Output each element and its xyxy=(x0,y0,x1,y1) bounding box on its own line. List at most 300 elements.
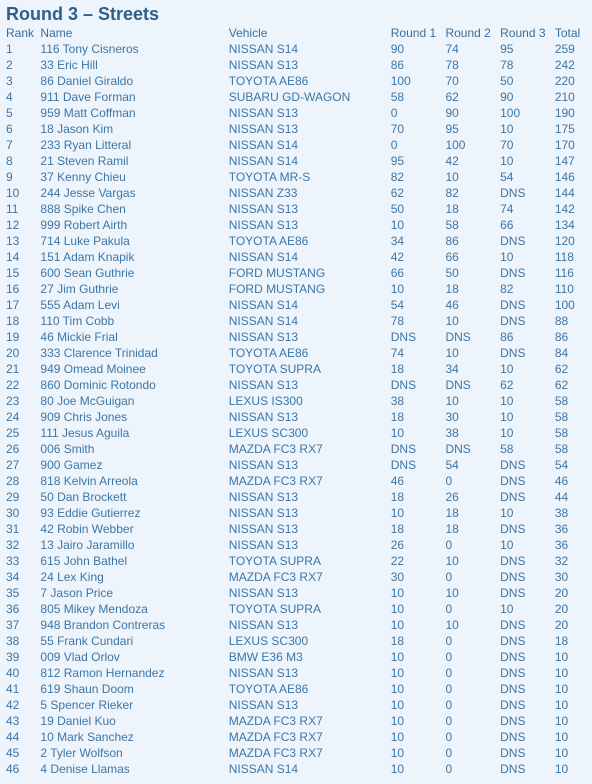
cell-vehicle: LEXUS SC300 xyxy=(228,634,309,648)
table-row xyxy=(3,489,592,505)
cell-round-3: 82 xyxy=(500,282,514,296)
cell-total: 144 xyxy=(554,186,575,200)
cell-round-1: 50 xyxy=(390,202,405,216)
cell-total: 242 xyxy=(554,58,575,72)
cell-rank: 26 xyxy=(6,442,20,456)
cell-rank: 21 xyxy=(6,362,20,376)
cell-name: 244 Jesse Vargas xyxy=(40,186,136,200)
cell-round-3: 50 xyxy=(500,74,514,88)
cell-round-1: 78 xyxy=(390,314,405,328)
cell-round-3: DNS xyxy=(500,554,526,568)
cell-round-2: 0 xyxy=(445,602,453,616)
cell-rank: 20 xyxy=(6,346,20,360)
table-row xyxy=(3,601,592,617)
cell-round-3: 10 xyxy=(500,538,514,552)
cell-round-1: 42 xyxy=(390,250,405,264)
cell-name: 818 Kelvin Arreola xyxy=(40,474,138,488)
cell-rank: 40 xyxy=(6,666,20,680)
cell-name: 999 Robert Airth xyxy=(40,218,128,232)
table-row xyxy=(3,313,592,329)
cell-name: 10 Mark Sanchez xyxy=(40,730,134,744)
cell-round-3: 10 xyxy=(500,154,514,168)
cell-round-3: DNS xyxy=(500,522,526,536)
cell-round-2: 0 xyxy=(445,650,453,664)
cell-name: 555 Adam Levi xyxy=(40,298,120,312)
table-row xyxy=(3,441,592,457)
cell-round-3: 95 xyxy=(500,42,514,56)
cell-round-1: 10 xyxy=(390,586,405,600)
cell-name: 50 Dan Brockett xyxy=(40,490,127,504)
table-row xyxy=(3,345,592,361)
table-row xyxy=(3,697,592,713)
cell-round-3: DNS xyxy=(500,634,526,648)
cell-round-1: 38 xyxy=(390,394,405,408)
cell-total: 10 xyxy=(554,682,569,696)
cell-rank: 43 xyxy=(6,714,20,728)
cell-round-1: DNS xyxy=(390,458,417,472)
cell-name: 46 Mickie Frial xyxy=(40,330,118,344)
cell-rank: 32 xyxy=(6,538,20,552)
cell-round-3: DNS xyxy=(500,490,526,504)
table-row xyxy=(3,169,592,185)
cell-vehicle: NISSAN S14 xyxy=(228,42,299,56)
cell-total: 36 xyxy=(554,522,569,536)
cell-name: 21 Steven Ramil xyxy=(40,154,129,168)
cell-vehicle: NISSAN S13 xyxy=(228,202,299,216)
table-row xyxy=(3,425,592,441)
cell-name: 812 Ramon Hernandez xyxy=(40,666,165,680)
cell-rank: 19 xyxy=(6,330,20,344)
cell-vehicle: NISSAN S13 xyxy=(228,522,299,536)
cell-vehicle: NISSAN S13 xyxy=(228,586,299,600)
cell-rank: 39 xyxy=(6,650,20,664)
cell-name: 860 Dominic Rotondo xyxy=(40,378,156,392)
cell-name: 80 Joe McGuigan xyxy=(40,394,135,408)
cell-rank: 46 xyxy=(6,762,20,776)
cell-total: 20 xyxy=(554,586,569,600)
table-row xyxy=(3,377,592,393)
cell-total: 18 xyxy=(554,634,569,648)
cell-round-2: 0 xyxy=(445,730,453,744)
cell-round-2: 0 xyxy=(445,474,453,488)
cell-name: 55 Frank Cundari xyxy=(40,634,134,648)
cell-rank: 22 xyxy=(6,378,20,392)
cell-total: 110 xyxy=(554,282,574,296)
cell-round-2: 34 xyxy=(445,362,459,376)
cell-name: 116 Tony Cisneros xyxy=(40,42,139,56)
cell-total: 134 xyxy=(554,218,575,232)
cell-round-3: DNS xyxy=(500,730,526,744)
cell-round-3: DNS xyxy=(500,746,526,760)
table-row xyxy=(3,393,592,409)
cell-total: 10 xyxy=(554,730,569,744)
cell-round-3: DNS xyxy=(500,186,526,200)
cell-vehicle: MAZDA FC3 RX7 xyxy=(228,746,323,760)
col-header-rank: Rank xyxy=(6,26,35,40)
cell-round-1: DNS xyxy=(390,442,417,456)
cell-round-2: 0 xyxy=(445,570,453,584)
cell-round-1: 74 xyxy=(390,346,405,360)
cell-round-3: 10 xyxy=(500,426,514,440)
cell-rank: 1 xyxy=(6,42,13,56)
cell-rank: 31 xyxy=(6,522,20,536)
cell-round-2: DNS xyxy=(445,378,471,392)
cell-total: 54 xyxy=(554,458,569,472)
cell-name: 19 Daniel Kuo xyxy=(40,714,116,728)
cell-round-3: 86 xyxy=(500,330,514,344)
table-row xyxy=(3,265,592,281)
cell-name: 615 John Bathel xyxy=(40,554,128,568)
cell-round-1: 70 xyxy=(390,122,405,136)
cell-round-2: 10 xyxy=(445,170,459,184)
table-row xyxy=(3,137,592,153)
cell-round-1: 10 xyxy=(390,506,405,520)
cell-vehicle: NISSAN S13 xyxy=(228,58,299,72)
cell-vehicle: TOYOTA SUPRA xyxy=(228,554,321,568)
cell-name: 37 Kenny Chieu xyxy=(40,170,126,184)
cell-vehicle: NISSAN S13 xyxy=(228,410,299,424)
cell-round-3: DNS xyxy=(500,570,526,584)
table-row xyxy=(3,329,592,345)
cell-total: 32 xyxy=(554,554,569,568)
cell-total: 58 xyxy=(554,426,569,440)
cell-vehicle: NISSAN S14 xyxy=(228,762,299,776)
cell-round-3: 74 xyxy=(500,202,514,216)
cell-vehicle: NISSAN S13 xyxy=(228,698,299,712)
cell-name: 959 Matt Coffman xyxy=(40,106,136,120)
cell-name: 27 Jim Guthrie xyxy=(40,282,119,296)
cell-round-1: 34 xyxy=(390,234,405,248)
cell-total: 210 xyxy=(554,90,575,104)
cell-round-1: 18 xyxy=(390,490,405,504)
col-header-vehicle: Vehicle xyxy=(228,26,268,40)
cell-round-2: 0 xyxy=(445,634,453,648)
cell-round-3: DNS xyxy=(500,682,526,696)
cell-vehicle: TOYOTA AE86 xyxy=(228,74,309,88)
cell-name: 33 Eric Hill xyxy=(40,58,98,72)
cell-vehicle: LEXUS IS300 xyxy=(228,394,303,408)
cell-round-1: 10 xyxy=(390,730,405,744)
cell-round-3: DNS xyxy=(500,458,526,472)
cell-rank: 33 xyxy=(6,554,20,568)
table-row xyxy=(3,665,592,681)
table-row xyxy=(3,553,592,569)
cell-round-1: 100 xyxy=(390,74,411,88)
cell-total: 88 xyxy=(554,314,569,328)
cell-round-3: 70 xyxy=(500,138,514,152)
results-body xyxy=(3,41,592,777)
cell-vehicle: NISSAN S14 xyxy=(228,314,299,328)
cell-rank: 13 xyxy=(6,234,20,248)
cell-round-2: 50 xyxy=(445,266,459,280)
cell-vehicle: NISSAN S13 xyxy=(228,490,299,504)
cell-rank: 5 xyxy=(6,106,13,120)
cell-vehicle: NISSAN S14 xyxy=(228,138,299,152)
cell-name: 13 Jairo Jaramillo xyxy=(40,538,135,552)
cell-rank: 28 xyxy=(6,474,20,488)
cell-round-3: 10 xyxy=(500,506,514,520)
cell-round-3: DNS xyxy=(500,762,526,776)
cell-vehicle: SUBARU GD-WAGON xyxy=(228,90,351,104)
cell-round-3: DNS xyxy=(500,474,526,488)
header-row xyxy=(3,25,592,41)
page-title: Round 3 – Streets xyxy=(6,4,160,24)
cell-round-1: 10 xyxy=(390,602,405,616)
cell-total: 146 xyxy=(554,170,575,184)
cell-round-3: 62 xyxy=(500,378,514,392)
cell-vehicle: NISSAN S13 xyxy=(228,618,299,632)
cell-round-2: 0 xyxy=(445,538,453,552)
table-row xyxy=(3,537,592,553)
table-row xyxy=(3,153,592,169)
cell-total: 10 xyxy=(554,762,569,776)
cell-total: 10 xyxy=(554,714,569,728)
cell-rank: 14 xyxy=(6,250,20,264)
cell-name: 909 Chris Jones xyxy=(40,410,128,424)
cell-round-2: 0 xyxy=(445,682,453,696)
col-header-name: Name xyxy=(40,26,73,40)
cell-round-2: 90 xyxy=(445,106,459,120)
cell-rank: 44 xyxy=(6,730,20,744)
cell-total: 10 xyxy=(554,746,569,760)
cell-round-3: 10 xyxy=(500,394,514,408)
table-row xyxy=(3,505,592,521)
cell-rank: 38 xyxy=(6,634,20,648)
cell-name: 2 Tyler Wolfson xyxy=(40,746,123,760)
table-row xyxy=(3,617,592,633)
cell-vehicle: NISSAN S13 xyxy=(228,106,299,120)
cell-vehicle: LEXUS SC300 xyxy=(228,426,309,440)
cell-vehicle: TOYOTA AE86 xyxy=(228,234,309,248)
cell-round-2: 58 xyxy=(445,218,459,232)
cell-round-2: 54 xyxy=(445,458,459,472)
cell-round-2: 10 xyxy=(445,586,459,600)
cell-round-1: 26 xyxy=(390,538,405,552)
table-row xyxy=(3,281,592,297)
cell-round-2: 0 xyxy=(445,666,453,680)
cell-name: 7 Jason Price xyxy=(40,586,114,600)
cell-round-2: 10 xyxy=(445,618,459,632)
cell-round-3: DNS xyxy=(500,586,526,600)
cell-name: 42 Robin Webber xyxy=(40,522,134,536)
cell-total: 175 xyxy=(554,122,575,136)
table-row xyxy=(3,105,592,121)
cell-vehicle: NISSAN S13 xyxy=(228,330,299,344)
cell-rank: 3 xyxy=(6,74,13,88)
cell-total: 20 xyxy=(554,618,569,632)
cell-vehicle: TOYOTA AE86 xyxy=(228,346,309,360)
cell-round-2: 74 xyxy=(445,42,459,56)
cell-round-2: 0 xyxy=(445,714,453,728)
cell-rank: 25 xyxy=(6,426,20,440)
cell-rank: 6 xyxy=(6,122,13,136)
cell-round-2: 0 xyxy=(445,698,453,712)
table-row xyxy=(3,649,592,665)
cell-round-1: 10 xyxy=(390,650,405,664)
cell-name: 93 Eddie Gutierrez xyxy=(40,506,141,520)
table-row xyxy=(3,409,592,425)
cell-name: 888 Spike Chen xyxy=(40,202,126,216)
cell-round-1: 54 xyxy=(390,298,405,312)
table-row xyxy=(3,249,592,265)
cell-total: 142 xyxy=(554,202,575,216)
cell-rank: 8 xyxy=(6,154,13,168)
cell-total: 86 xyxy=(554,330,569,344)
cell-round-1: 82 xyxy=(390,170,405,184)
cell-total: 62 xyxy=(554,378,569,392)
cell-round-1: 10 xyxy=(390,618,405,632)
cell-name: 233 Ryan Litteral xyxy=(40,138,132,152)
cell-round-1: 58 xyxy=(390,90,405,104)
cell-total: 44 xyxy=(554,490,569,504)
cell-total: 120 xyxy=(554,234,575,248)
cell-round-3: DNS xyxy=(500,266,526,280)
cell-round-1: 66 xyxy=(390,266,405,280)
cell-total: 84 xyxy=(554,346,569,360)
cell-round-3: 10 xyxy=(500,362,514,376)
cell-vehicle: MAZDA FC3 RX7 xyxy=(228,442,323,456)
cell-rank: 10 xyxy=(6,186,20,200)
cell-name: 111 Jesus Aguila xyxy=(40,426,130,440)
cell-vehicle: NISSAN S14 xyxy=(228,298,299,312)
cell-name: 714 Luke Pakula xyxy=(40,234,130,248)
cell-rank: 24 xyxy=(6,410,20,424)
cell-round-1: 10 xyxy=(390,762,405,776)
cell-vehicle: BMW E36 M3 xyxy=(228,650,303,664)
cell-vehicle: NISSAN S13 xyxy=(228,666,299,680)
cell-total: 46 xyxy=(554,474,569,488)
cell-total: 58 xyxy=(554,410,569,424)
cell-round-2: 26 xyxy=(445,490,459,504)
cell-round-2: 10 xyxy=(445,314,459,328)
cell-round-3: 54 xyxy=(500,170,514,184)
cell-name: 5 Spencer Rieker xyxy=(40,698,134,712)
cell-round-3: 10 xyxy=(500,602,514,616)
cell-round-3: DNS xyxy=(500,650,526,664)
cell-round-1: 10 xyxy=(390,426,405,440)
cell-round-1: 22 xyxy=(390,554,405,568)
cell-round-2: 10 xyxy=(445,346,459,360)
cell-name: 151 Adam Knapik xyxy=(40,250,135,264)
table-row xyxy=(3,569,592,585)
cell-name: 911 Dave Forman xyxy=(40,90,136,104)
cell-total: 170 xyxy=(554,138,575,152)
cell-round-2: 66 xyxy=(445,250,459,264)
table-row xyxy=(3,57,592,73)
cell-round-3: 58 xyxy=(500,442,514,456)
table-row xyxy=(3,633,592,649)
cell-rank: 18 xyxy=(6,314,20,328)
cell-round-1: 46 xyxy=(390,474,405,488)
cell-rank: 35 xyxy=(6,586,20,600)
cell-name: 619 Shaun Doom xyxy=(40,682,134,696)
cell-round-2: 46 xyxy=(445,298,459,312)
cell-vehicle: MAZDA FC3 RX7 xyxy=(228,714,323,728)
cell-vehicle: MAZDA FC3 RX7 xyxy=(228,474,323,488)
cell-total: 10 xyxy=(554,666,569,680)
cell-rank: 15 xyxy=(6,266,20,280)
cell-round-1: 0 xyxy=(390,138,398,152)
cell-rank: 27 xyxy=(6,458,20,472)
cell-total: 118 xyxy=(554,250,574,264)
col-header-total: Total xyxy=(554,26,581,40)
cell-total: 220 xyxy=(554,74,575,88)
cell-vehicle: FORD MUSTANG xyxy=(228,266,326,280)
table-row xyxy=(3,201,592,217)
cell-round-1: 30 xyxy=(390,570,405,584)
cell-round-1: 95 xyxy=(390,154,405,168)
cell-round-2: 18 xyxy=(445,282,459,296)
cell-rank: 4 xyxy=(6,90,13,104)
cell-round-1: 10 xyxy=(390,714,405,728)
cell-name: 86 Daniel Giraldo xyxy=(40,74,134,88)
table-row xyxy=(3,713,592,729)
cell-vehicle: TOYOTA AE86 xyxy=(228,682,309,696)
table-row xyxy=(3,761,592,777)
cell-total: 38 xyxy=(554,506,569,520)
cell-round-3: DNS xyxy=(500,234,526,248)
cell-round-2: 0 xyxy=(445,762,453,776)
cell-round-2: 95 xyxy=(445,122,459,136)
cell-total: 100 xyxy=(554,298,575,312)
cell-name: 006 Smith xyxy=(40,442,95,456)
cell-round-3: 66 xyxy=(500,218,514,232)
table-row xyxy=(3,729,592,745)
cell-round-1: 10 xyxy=(390,666,405,680)
cell-name: 4 Denise Llamas xyxy=(40,762,130,776)
table-row xyxy=(3,217,592,233)
table-row xyxy=(3,89,592,105)
table-row xyxy=(3,185,592,201)
cell-round-2: DNS xyxy=(445,442,471,456)
cell-rank: 2 xyxy=(6,58,13,72)
cell-round-3: 100 xyxy=(500,106,521,120)
cell-round-3: DNS xyxy=(500,698,526,712)
cell-round-3: 78 xyxy=(500,58,514,72)
cell-round-1: 62 xyxy=(390,186,405,200)
cell-total: 58 xyxy=(554,442,569,456)
cell-name: 18 Jason Kim xyxy=(40,122,114,136)
cell-rank: 34 xyxy=(6,570,20,584)
cell-total: 58 xyxy=(554,394,569,408)
cell-vehicle: NISSAN Z33 xyxy=(228,186,298,200)
cell-round-2: 18 xyxy=(445,522,459,536)
cell-round-2: 70 xyxy=(445,74,459,88)
cell-name: 900 Gamez xyxy=(40,458,103,472)
cell-name: 110 Tim Cobb xyxy=(40,314,115,328)
cell-round-1: 10 xyxy=(390,282,405,296)
cell-round-2: 0 xyxy=(445,746,453,760)
cell-round-2: 62 xyxy=(445,90,459,104)
cell-total: 36 xyxy=(554,538,569,552)
cell-vehicle: NISSAN S13 xyxy=(228,506,299,520)
cell-vehicle: NISSAN S13 xyxy=(228,378,299,392)
table-row xyxy=(3,121,592,137)
cell-round-3: 90 xyxy=(500,90,514,104)
cell-vehicle: NISSAN S13 xyxy=(228,538,299,552)
cell-vehicle: MAZDA FC3 RX7 xyxy=(228,730,323,744)
cell-round-1: 10 xyxy=(390,682,405,696)
cell-rank: 41 xyxy=(6,682,20,696)
cell-round-1: 90 xyxy=(390,42,405,56)
cell-round-3: DNS xyxy=(500,618,526,632)
cell-vehicle: TOYOTA MR-S xyxy=(228,170,311,184)
cell-vehicle: NISSAN S13 xyxy=(228,122,299,136)
cell-vehicle: MAZDA FC3 RX7 xyxy=(228,570,323,584)
cell-total: 259 xyxy=(554,42,575,56)
table-row xyxy=(3,233,592,249)
cell-round-2: 18 xyxy=(445,506,459,520)
